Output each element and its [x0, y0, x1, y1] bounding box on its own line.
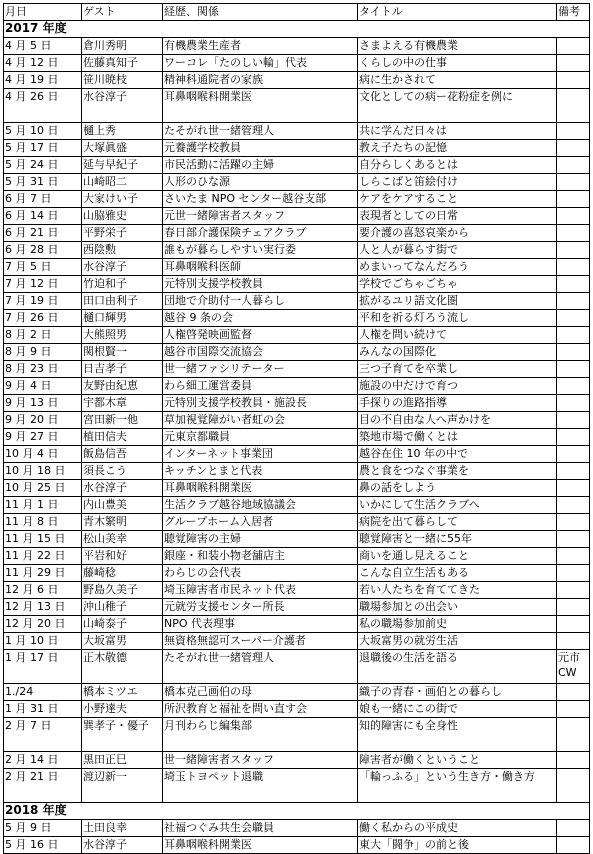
- cell-title: こんな自立生活もある: [358, 565, 557, 582]
- table-row: [4, 208, 590, 225]
- table-row: [4, 582, 590, 599]
- cell-title: 障害者が働くということ: [358, 752, 557, 769]
- cell-note: [557, 310, 590, 327]
- cell-career: 有機農業生産者: [163, 38, 358, 55]
- cell-note: [557, 293, 590, 310]
- cell-title: 織子の青春・画伯との暮らし: [358, 684, 557, 701]
- cell-guest: 樋口輝男: [82, 310, 163, 327]
- cell-career: 団地で介助付一人暮らし: [163, 293, 358, 310]
- cell-guest: 巽孝子・優子: [82, 718, 163, 752]
- cell-title: 働く私からの平成史: [358, 820, 557, 837]
- table-row: [4, 429, 590, 446]
- cell-career: 元東京都職員: [163, 429, 358, 446]
- table-row: [4, 769, 590, 803]
- cell-career: 元就労支援センター所長: [163, 599, 358, 616]
- cell-career: 世一緒ファシリテーター: [163, 361, 358, 378]
- cell-career: 埼玉トヨペット退職: [163, 769, 358, 803]
- cell-note: [557, 684, 590, 701]
- cell-career: 耳鼻咽喉科開業医: [163, 837, 358, 854]
- table-row: [4, 650, 590, 684]
- table-row: [4, 837, 590, 854]
- cell-date: 4 月 5 日: [4, 38, 82, 55]
- cell-note: [557, 361, 590, 378]
- cell-career: ワーコレ「たのしい輪」代表: [163, 55, 358, 72]
- cell-date: 2 月 14 日: [4, 752, 82, 769]
- cell-guest: 松山美幸: [82, 531, 163, 548]
- cell-guest: 黒田正巳: [82, 752, 163, 769]
- cell-date: 5 月 16 日: [4, 837, 82, 854]
- cell-note: [557, 208, 590, 225]
- cell-date: 4 月 12 日: [4, 55, 82, 72]
- cell-title: 商いを通し見えること: [358, 548, 557, 565]
- cell-note: [557, 531, 590, 548]
- cell-note: [557, 191, 590, 208]
- cell-date: 2 月 21 日: [4, 769, 82, 803]
- cell-guest: 植田信夫: [82, 429, 163, 446]
- table-row: [4, 123, 590, 140]
- table-row: [4, 548, 590, 565]
- table-row: [4, 446, 590, 463]
- cell-date: 4 月 19 日: [4, 72, 82, 89]
- cell-guest: 山脇雅史: [82, 208, 163, 225]
- cell-date: 1 月 10 日: [4, 633, 82, 650]
- cell-title: 聴覚障害と一緒に55年: [358, 531, 557, 548]
- table-row: [4, 344, 590, 361]
- table-row: [4, 225, 590, 242]
- table-row: [4, 616, 590, 633]
- cell-date: 8 月 9 日: [4, 344, 82, 361]
- year-label: 2017 年度: [4, 21, 590, 38]
- cell-career: 元養護学校教員: [163, 140, 358, 157]
- table-row: [4, 463, 590, 480]
- cell-date: 5 月 10 日: [4, 123, 82, 140]
- cell-date: 5 月 9 日: [4, 820, 82, 837]
- cell-career: 草加視覚障がい者虹の会: [163, 412, 358, 429]
- cell-guest: 橋本ミツエ: [82, 684, 163, 701]
- table-row: [4, 327, 590, 344]
- table-row: [4, 701, 590, 718]
- table-row: [4, 361, 590, 378]
- cell-title: めまいってなんだろう: [358, 259, 557, 276]
- cell-date: 6 月 14 日: [4, 208, 82, 225]
- cell-date: 9 月 27 日: [4, 429, 82, 446]
- cell-career: さいたま NPO センター越谷支部: [163, 191, 358, 208]
- cell-guest: 樋上秀: [82, 123, 163, 140]
- cell-note: [557, 820, 590, 837]
- cell-title: みんなの国際化: [358, 344, 557, 361]
- table-row: [4, 412, 590, 429]
- cell-date: 9 月 4 日: [4, 378, 82, 395]
- cell-title: さまよえる有機農業: [358, 38, 557, 55]
- cell-title: 学校でごちゃごちゃ: [358, 276, 557, 293]
- year-row-2018: [4, 803, 590, 820]
- cell-date: 6 月 21 日: [4, 225, 82, 242]
- cell-guest: 大塚眞盛: [82, 140, 163, 157]
- cell-career: わらじの会代表: [163, 565, 358, 582]
- cell-date: 11 月 15 日: [4, 531, 82, 548]
- cell-title: 築地市場で働くとは: [358, 429, 557, 446]
- cell-title: 職場参加との出会い: [358, 599, 557, 616]
- cell-date: 11 月 1 日: [4, 497, 82, 514]
- table-row: [4, 242, 590, 259]
- cell-note: [557, 718, 590, 752]
- cell-career: 世一緒障害者スタッフ: [163, 752, 358, 769]
- cell-title: 若い人たちを育ててきた: [358, 582, 557, 599]
- cell-title: 拡がるユリ語文化圏: [358, 293, 557, 310]
- cell-guest: 青木繁明: [82, 514, 163, 531]
- cell-note: [557, 276, 590, 293]
- cell-title: いかにして生活クラブへ: [358, 497, 557, 514]
- cell-career: 橋本克己画伯の母: [163, 684, 358, 701]
- cell-career: 銀座・和装小物老舗店主: [163, 548, 358, 565]
- cell-date: 8 月 23 日: [4, 361, 82, 378]
- table-row: [4, 633, 590, 650]
- cell-title: 病に生かされて: [358, 72, 557, 89]
- table-row: [4, 157, 590, 174]
- cell-career: わら細工運営委員: [163, 378, 358, 395]
- cell-guest: 大熊照男: [82, 327, 163, 344]
- cell-date: 4 月 26 日: [4, 89, 82, 123]
- table-row: [4, 514, 590, 531]
- cell-career: グループホーム入居者: [163, 514, 358, 531]
- cell-date: 7 月 26 日: [4, 310, 82, 327]
- cell-note: [557, 395, 590, 412]
- cell-title: 越谷在住 10 年の中で: [358, 446, 557, 463]
- cell-date: 11 月 29 日: [4, 565, 82, 582]
- table-row: [4, 72, 590, 89]
- table-row: [4, 531, 590, 548]
- cell-title: 平和を祈る灯ろう流し: [358, 310, 557, 327]
- cell-guest: 佐藤真知子: [82, 55, 163, 72]
- table-row: [4, 718, 590, 752]
- cell-career: たそがれ世一緒管理人: [163, 650, 358, 684]
- cell-date: 5 月 17 日: [4, 140, 82, 157]
- cell-date: 6 月 28 日: [4, 242, 82, 259]
- cell-date: 12 月 6 日: [4, 582, 82, 599]
- cell-date: 5 月 31 日: [4, 174, 82, 191]
- cell-career: 無資格無認可スーパー介護者: [163, 633, 358, 650]
- cell-career: 所沢教育と福祉を問い直す会: [163, 701, 358, 718]
- cell-title: 鼻の話をしよう: [358, 480, 557, 497]
- cell-note: [557, 259, 590, 276]
- table-row: [4, 497, 590, 514]
- table-row: [4, 38, 590, 55]
- cell-note: [557, 174, 590, 191]
- cell-career: NPO 代表理事: [163, 616, 358, 633]
- cell-title: 東大「闘争」の前と後: [358, 837, 557, 854]
- header-note: 備考: [557, 4, 590, 21]
- cell-date: 9 月 20 日: [4, 412, 82, 429]
- cell-title: 人と人が暮らす街で: [358, 242, 557, 259]
- cell-title: 大坂富男の就労生活: [358, 633, 557, 650]
- cell-note: [557, 446, 590, 463]
- cell-title: 三つ子育てを卒業し: [358, 361, 557, 378]
- cell-date: 7 月 19 日: [4, 293, 82, 310]
- cell-career: 人形のひな源: [163, 174, 358, 191]
- cell-title: 娘も一緒にこの街で: [358, 701, 557, 718]
- cell-guest: 須長こう: [82, 463, 163, 480]
- cell-note: [557, 140, 590, 157]
- cell-note: [557, 225, 590, 242]
- cell-career: 耳鼻咽喉科開業医: [163, 89, 358, 123]
- table-row: [4, 820, 590, 837]
- cell-date: 1 月 17 日: [4, 650, 82, 684]
- cell-guest: 日吉孝子: [82, 361, 163, 378]
- table-row: [4, 752, 590, 769]
- year-label: 2018 年度: [4, 803, 590, 820]
- cell-career: 耳鼻咽喉科開業医: [163, 480, 358, 497]
- cell-date: 6 月 7 日: [4, 191, 82, 208]
- cell-guest: 水谷淳子: [82, 89, 163, 123]
- year-row-2017: [4, 21, 590, 38]
- cell-guest: 山崎昭二: [82, 174, 163, 191]
- cell-note: [557, 412, 590, 429]
- cell-title: 病院を出て暮らして: [358, 514, 557, 531]
- cell-guest: 竹迫和子: [82, 276, 163, 293]
- table-row: [4, 55, 590, 72]
- cell-guest: 野島久美子: [82, 582, 163, 599]
- cell-date: 7 月 5 日: [4, 259, 82, 276]
- cell-note: [557, 582, 590, 599]
- cell-title: しらこばと笛絵付け: [358, 174, 557, 191]
- cell-note: [557, 769, 590, 803]
- cell-career: 月刊わらじ編集部: [163, 718, 358, 752]
- table-row: [4, 259, 590, 276]
- cell-note: [557, 55, 590, 72]
- cell-career: 市民活動に活躍の主婦: [163, 157, 358, 174]
- cell-career: 越谷市国際交流協会: [163, 344, 358, 361]
- cell-guest: 大家けい子: [82, 191, 163, 208]
- cell-career: 精神科通院者の家族: [163, 72, 358, 89]
- cell-guest: 渡辺新一: [82, 769, 163, 803]
- cell-date: 1./24: [4, 684, 82, 701]
- cell-date: 7 月 12 日: [4, 276, 82, 293]
- cell-note: [557, 429, 590, 446]
- cell-note: [557, 837, 590, 854]
- cell-guest: 沖山稚子: [82, 599, 163, 616]
- schedule-table: [3, 3, 590, 854]
- table-row: [4, 565, 590, 582]
- cell-career: 聴覚障害の主婦: [163, 531, 358, 548]
- table-row: [4, 684, 590, 701]
- header-title: タイトル: [358, 4, 557, 21]
- cell-title: 自分らしくあるとは: [358, 157, 557, 174]
- cell-career: 越谷 9 条の会: [163, 310, 358, 327]
- cell-note: [557, 378, 590, 395]
- cell-date: 11 月 8 日: [4, 514, 82, 531]
- cell-guest: 倉川秀明: [82, 38, 163, 55]
- cell-guest: 正木敬德: [82, 650, 163, 684]
- cell-career: キッチンとまと代表: [163, 463, 358, 480]
- cell-title: 教え子たちの記憶: [358, 140, 557, 157]
- table-row: [4, 395, 590, 412]
- cell-title: くらしの中の仕事: [358, 55, 557, 72]
- cell-date: 5 月 24 日: [4, 157, 82, 174]
- cell-career: 春日部介護保険チェアクラブ: [163, 225, 358, 242]
- header-date: 月日: [4, 4, 82, 21]
- header-row: [4, 4, 590, 21]
- cell-title: 人権を問い続けて: [358, 327, 557, 344]
- cell-guest: 水谷淳子: [82, 259, 163, 276]
- cell-guest: 友野由紀恵: [82, 378, 163, 395]
- cell-note: [557, 514, 590, 531]
- cell-note: 元市 CW: [557, 650, 590, 684]
- cell-guest: 平野栄子: [82, 225, 163, 242]
- table-row: [4, 480, 590, 497]
- cell-guest: 小野達夫: [82, 701, 163, 718]
- cell-career: インターネット事業団: [163, 446, 358, 463]
- cell-career: 生活クラブ越谷地域協議会: [163, 497, 358, 514]
- cell-guest: 宇都木章: [82, 395, 163, 412]
- cell-note: [557, 616, 590, 633]
- cell-guest: 笹川暁枝: [82, 72, 163, 89]
- cell-date: 8 月 2 日: [4, 327, 82, 344]
- table-row: [4, 191, 590, 208]
- cell-career: 元世一緒障害者スタッフ: [163, 208, 358, 225]
- cell-title: 私の職場参加前史: [358, 616, 557, 633]
- cell-title: 文化としての病ー花粉症を例に: [358, 89, 557, 123]
- cell-guest: 関根賢一: [82, 344, 163, 361]
- cell-note: [557, 123, 590, 140]
- cell-note: [557, 242, 590, 259]
- cell-guest: 田口由利子: [82, 293, 163, 310]
- cell-guest: 藤崎稔: [82, 565, 163, 582]
- cell-note: [557, 463, 590, 480]
- cell-career: 元特別支援学校教員: [163, 276, 358, 293]
- cell-guest: 水谷淳子: [82, 837, 163, 854]
- cell-guest: 土田良幸: [82, 820, 163, 837]
- table-row: [4, 89, 590, 123]
- cell-guest: 山崎泰子: [82, 616, 163, 633]
- cell-title: 目の不自由な人へ声かけを: [358, 412, 557, 429]
- cell-career: 誰もが暮らしやすい実行委: [163, 242, 358, 259]
- cell-title: 要介護の喜怒哀楽から: [358, 225, 557, 242]
- table-row: [4, 174, 590, 191]
- cell-career: 人権啓発映画監督: [163, 327, 358, 344]
- header-career: 経歴、関係: [163, 4, 358, 21]
- cell-note: [557, 72, 590, 89]
- cell-title: 農と食をつなぐ事業を: [358, 463, 557, 480]
- table-row: [4, 293, 590, 310]
- cell-guest: 延与早紀子: [82, 157, 163, 174]
- cell-guest: 宮田新一他: [82, 412, 163, 429]
- cell-date: 10 月 25 日: [4, 480, 82, 497]
- cell-title: ケアをケアすること: [358, 191, 557, 208]
- table-row: [4, 310, 590, 327]
- header-guest: ゲスト: [82, 4, 163, 21]
- cell-date: 1 月 31 日: [4, 701, 82, 718]
- cell-guest: 西陰勲: [82, 242, 163, 259]
- cell-note: [557, 752, 590, 769]
- table-row: [4, 140, 590, 157]
- cell-note: [557, 633, 590, 650]
- cell-date: 12 月 20 日: [4, 616, 82, 633]
- cell-date: 10 月 4 日: [4, 446, 82, 463]
- cell-title: 「輪っふる」という生き方・働き方: [358, 769, 557, 803]
- cell-career: たそがれ世一緒管理人: [163, 123, 358, 140]
- cell-title: 退職後の生活を語る: [358, 650, 557, 684]
- cell-note: [557, 497, 590, 514]
- cell-note: [557, 89, 590, 123]
- table-row: [4, 378, 590, 395]
- cell-note: [557, 701, 590, 718]
- cell-guest: 大坂富男: [82, 633, 163, 650]
- cell-title: 共に学んだ日々は: [358, 123, 557, 140]
- cell-note: [557, 599, 590, 616]
- cell-date: 10 月 18 日: [4, 463, 82, 480]
- cell-note: [557, 565, 590, 582]
- cell-career: 社福つぐみ共生会職員: [163, 820, 358, 837]
- cell-note: [557, 38, 590, 55]
- cell-title: 手探りの進路指導: [358, 395, 557, 412]
- cell-guest: 飯島信吾: [82, 446, 163, 463]
- cell-note: [557, 157, 590, 174]
- cell-guest: 内山豊美: [82, 497, 163, 514]
- cell-guest: 水谷淳子: [82, 480, 163, 497]
- cell-career: 耳鼻咽喉科医師: [163, 259, 358, 276]
- cell-career: 埼玉障害者市民ネット代表: [163, 582, 358, 599]
- cell-date: 11 月 22 日: [4, 548, 82, 565]
- cell-note: [557, 480, 590, 497]
- cell-note: [557, 327, 590, 344]
- cell-title: 施設の中だけで育つ: [358, 378, 557, 395]
- cell-title: 表現者としての日常: [358, 208, 557, 225]
- cell-date: 9 月 13 日: [4, 395, 82, 412]
- cell-note: [557, 548, 590, 565]
- cell-date: 2 月 7 日: [4, 718, 82, 752]
- cell-title: 知的障害にも全身性: [358, 718, 557, 752]
- table-row: [4, 599, 590, 616]
- table-row: [4, 276, 590, 293]
- cell-date: 12 月 13 日: [4, 599, 82, 616]
- cell-note: [557, 344, 590, 361]
- cell-guest: 平岩和好: [82, 548, 163, 565]
- cell-career: 元特別支援学校教員・施設長: [163, 395, 358, 412]
